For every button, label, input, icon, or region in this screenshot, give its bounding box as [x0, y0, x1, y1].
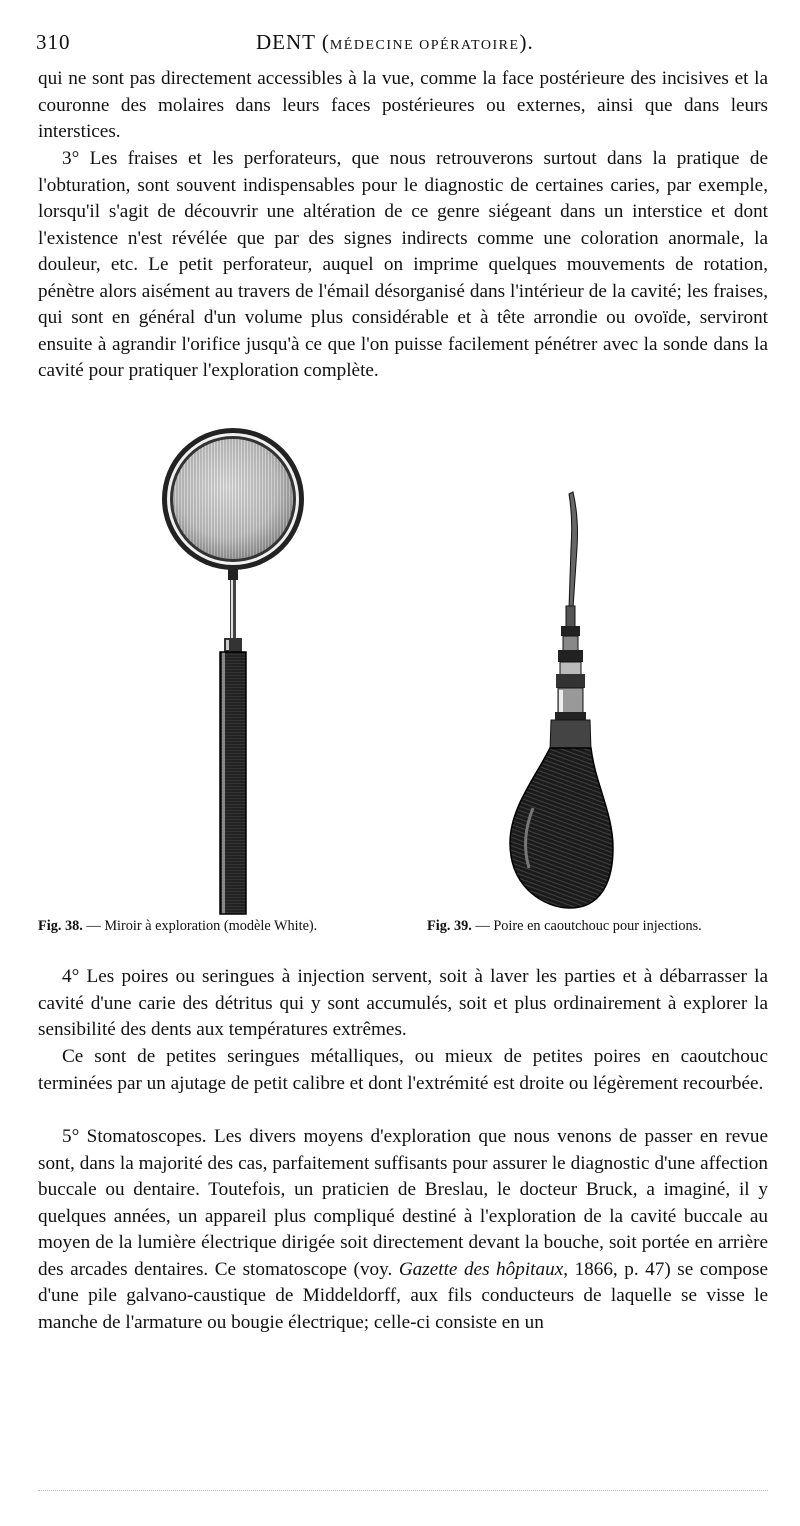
- running-head: [0, 30, 800, 60]
- running-title-smallcaps: MÉDECINE OPÉRATOIRE: [329, 38, 520, 53]
- page-number: 310: [36, 30, 71, 54]
- stomatoscopes-text-a: 5° Stomatoscopes. Les divers moyens d'exploration que nous venons de passer en revue sont, dans la majorité des cas, parfaitement suffisants pour assurer le diagnostic d'une affection buccale ou dentaire. Toutefois, un praticien de Breslau, le docteur Bruck, a imaginé, il y quelques années, un appareil plus compliqué destiné à l'exploration de la cavité buccale au moyen de la lumière électrique dirigée soit directement devant la bouche, soit portée en arrière des arcades dentaires. Ce stomatoscope (voy.: [38, 1126, 768, 1280]
- figure-39-caption: [427, 918, 702, 935]
- running-title-end: ).: [519, 30, 534, 54]
- mirror-illustration: [158, 424, 308, 918]
- running-title: [256, 30, 534, 55]
- stomatoscopes-text-b: , 1866, p. 47) se compose d'une pile galvano-caustique de Middeldorff, aux fils conducteurs de laquelle se visse le manche de l'armature ou bougie électrique; celle-ci consiste en un: [38, 1258, 768, 1333]
- paragraph-seringues: Ce sont de petites seringues métalliques, ou mieux de petites poires en caoutchouc terminées par un ajutage de petit calibre et dont l'extrémité est droite ou légèrement recourbée.: [38, 1046, 768, 1094]
- running-title-main: DENT (: [256, 30, 330, 54]
- paragraph-stomatoscopes: [38, 1124, 768, 1336]
- figure-38-caption: [38, 918, 317, 935]
- paragraph-continuation: qui ne sont pas directement accessibles à la vue, comme la face postérieure des incisives et la couronne des molaires dans leurs faces postérieures ou externes, ainsi que dans leurs interstices.: [38, 68, 768, 142]
- bottom-rule: [38, 1490, 768, 1491]
- figure-mirror: [158, 424, 308, 918]
- rubber-bulb-illustration: [505, 488, 615, 918]
- figure-39-text: — Poire en caoutchouc pour injections.: [471, 918, 702, 934]
- figure-39-number: Fig. 39.: [427, 918, 472, 934]
- figure-38-text: — Miroir à exploration (modèle White).: [82, 918, 318, 934]
- paragraph-fraises: 3° Les fraises et les perforateurs, que nous retrouverons surtout dans la pratique de l'obturation, sont souvent indispensables pour le diagnostic de certaines caries, par exemple, lorsqu'il s'agit de découvrir une altération de ce genre siégeant dans un interstice et dont l'existence n'est révélée que par des signes indirects comme une coloration anormale, la douleur, etc. Le petit perforateur, auquel on imprime quelques mouvements de rotation, pénètre alors aisément au travers de l'émail désorganisé dans l'intérieur de la cavité; les fraises, qui sont en général d'un volume plus considérable et à tête arrondie ou ovoïde, serviront ensuite à agrandir l'orifice jusqu'à ce que l'on puisse facilement pénétrer avec la sonde dans la cavité pour pratiquer l'exploration complète.: [38, 148, 768, 381]
- figure-rubber-bulb: [505, 488, 615, 918]
- journal-title: Gazette des hôpitaux: [398, 1258, 564, 1280]
- figure-38-number: Fig. 38.: [38, 918, 83, 934]
- paragraph-poires: 4° Les poires ou seringues à injection servent, soit à laver les parties et à débarrasser la cavité d'une carie des détritus qui y sont accumulés, soit et plus ordinairement à explorer la sensibilité des dents aux températures extrêmes.: [38, 966, 768, 1040]
